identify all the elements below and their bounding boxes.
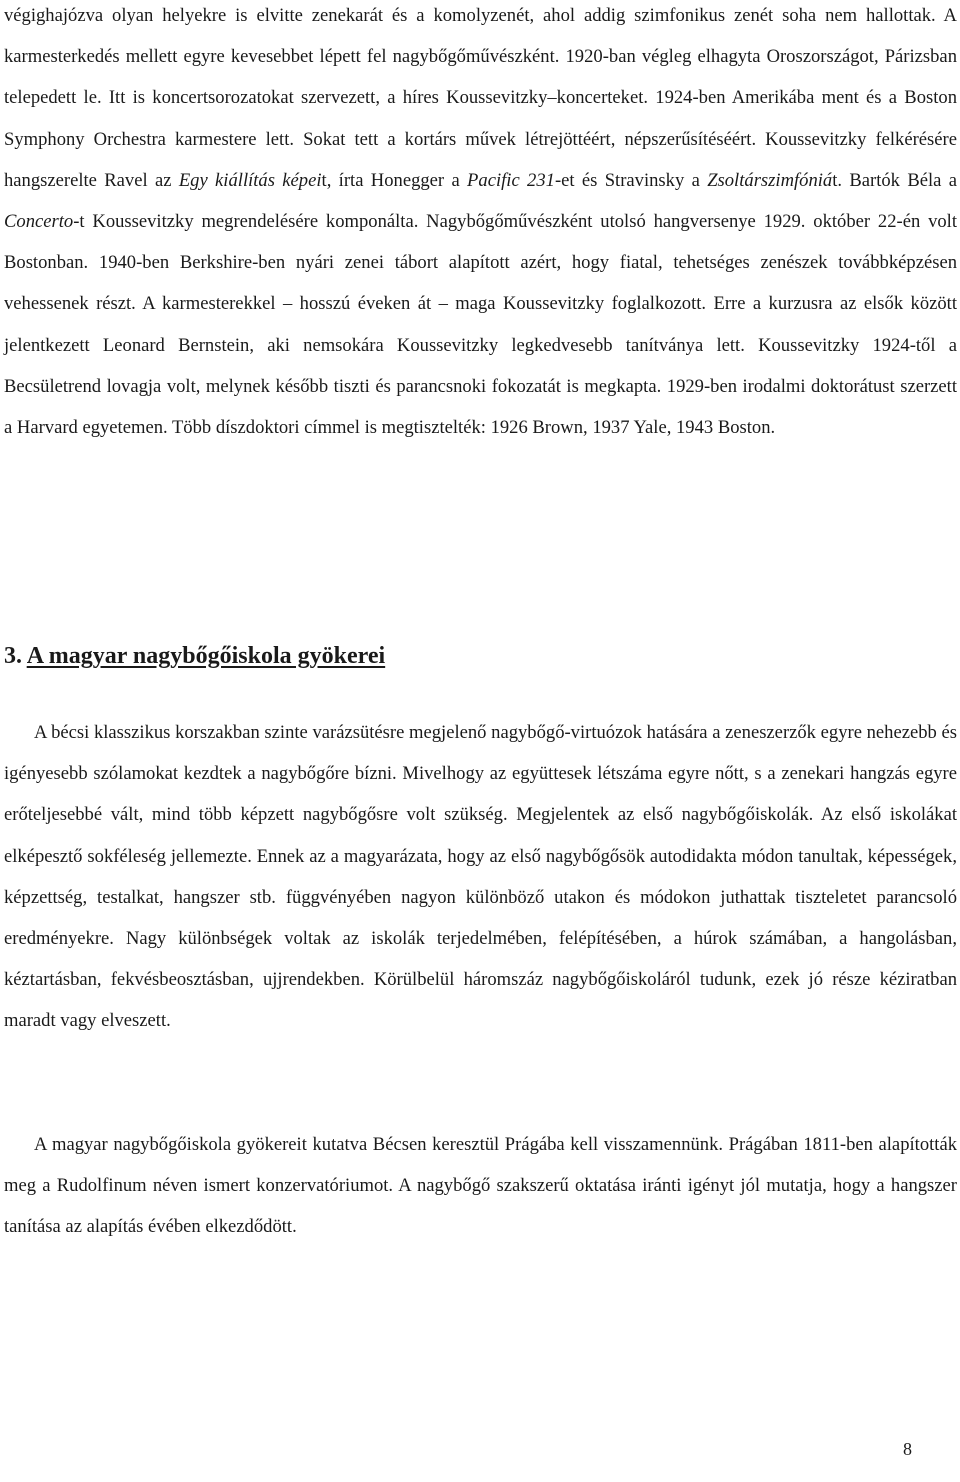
- paragraph-text: A bécsi klasszikus korszakban szinte varázsütésre megjelenő nagybőgő-virtuózok hatására a zeneszerzők egyre nehezebb és igényesebb szólamokat kezdtek a nagybőgőre bízni. Mivelhogy az együttesek létszáma egyre nőtt, s a zenekari hangzás egyre erőteljesebbé vált, mind több képzett nagybőgősre volt szükség. Megjelentek az első nagybőgőiskolák. Az első iskolákat elképesztő sokféleség jellemezte. Ennek az a magyarázata, hogy az első nagybőgősök autodidakta módon tanultak, képességek, képzettség, testalkat, hangszer stb. függvényében nagyon különböző utakon és módokon juthattak tiszteletet parancsoló eredményekre. Nagy különbségek voltak az iskolák terjedelmében, felépítésében, a húrok számában, a hangolásban, kéztartásban, fekvésbeosztásban, ujjrendekben. Körülbelül háromszáz nagybőgőiskoláról tudunk, ezek jó része kéziratban maradt vagy elveszett.: [4, 722, 957, 1032]
- paragraph-text: t. Bartók Béla a: [832, 169, 957, 191]
- work-title-italic: Egy kiállítás képei: [178, 169, 322, 191]
- paragraph-viennese-virtuosos: [4, 712, 957, 1042]
- paragraph-text: -t Koussevitzky megrendelésére komponálta. Nagybőgőművészként utolsó hangversenye 1929. október 22-én volt Bostonban. 1940-ben Berkshire-ben nyári zenei tábort alapított azért, hogy fiatal, tehetséges zenészek továbbképzésen vehessenek részt. A karmesterekkel – hosszú éveken át – maga Koussevitzky foglalkozott. Erre a kurzusra az elsők között jelentkezett Leonard Bernstein, aki nemsokára Koussevitzky legkedvesebb tanítványa lett. Koussevitzky 1924-től a Becsületrend lovagja volt, melynek később tiszti és parancsnoki fokozatát is megkapta. 1929-ben irodalmi doktorátust szerzett a Harvard egyetemen. Több díszdoktori címmel is megtisztelték: 1926 Brown, 1937 Yale, 1943 Boston.: [4, 211, 957, 439]
- section-heading: [4, 636, 385, 676]
- paragraph-koussevitzky-career: [4, 0, 957, 448]
- work-title-italic: Pacific 231: [467, 169, 555, 191]
- paragraph-text: A magyar nagybőgőiskola gyökereit kutatva Bécsen keresztül Prágába kell visszamennünk. Prágában 1811-ben alapították meg a Rudolfinum néven ismert konzervatóriumot. A nagybőgő szakszerű oktatása iránti igényt jól mutatja, hogy a hangszer tanítása az alapítás évében elkezdődött.: [4, 1134, 957, 1238]
- paragraph-text: t, írta Honegger a: [321, 169, 468, 191]
- section-title: A magyar nagybőgőiskola gyökerei: [26, 643, 386, 669]
- paragraph-text: -et és Stravinsky a: [554, 169, 708, 191]
- work-title-italic: Zsoltárszimfóniá: [707, 169, 833, 191]
- work-title-italic: Concerto: [4, 211, 74, 233]
- section-number: 3.: [4, 643, 22, 669]
- paragraph-prague-roots: [4, 1124, 957, 1248]
- page-number: 8: [903, 1439, 912, 1459]
- paragraph-text: végighajózva olyan helyekre is elvitte zenekarát és a komolyzenét, ahol addig szimfonikus zenét soha nem hallottak. A karmesterkedés mellett egyre kevesebbet lépett fel nagybőgőművészként. 1920-ban végleg elhagyta Oroszországot, Párizsban telepedett le. Itt is koncertsorozatokat szervezett, a híres Koussevitzky–koncerteket. 1924-ben Amerikába ment és a Boston Symphony Orchestra karmestere lett. Sokat tett a kortárs művek létrejöttéért, népszerűsítéséért. Koussevitzky felkérésére hangszerelte Ravel az: [4, 5, 957, 191]
